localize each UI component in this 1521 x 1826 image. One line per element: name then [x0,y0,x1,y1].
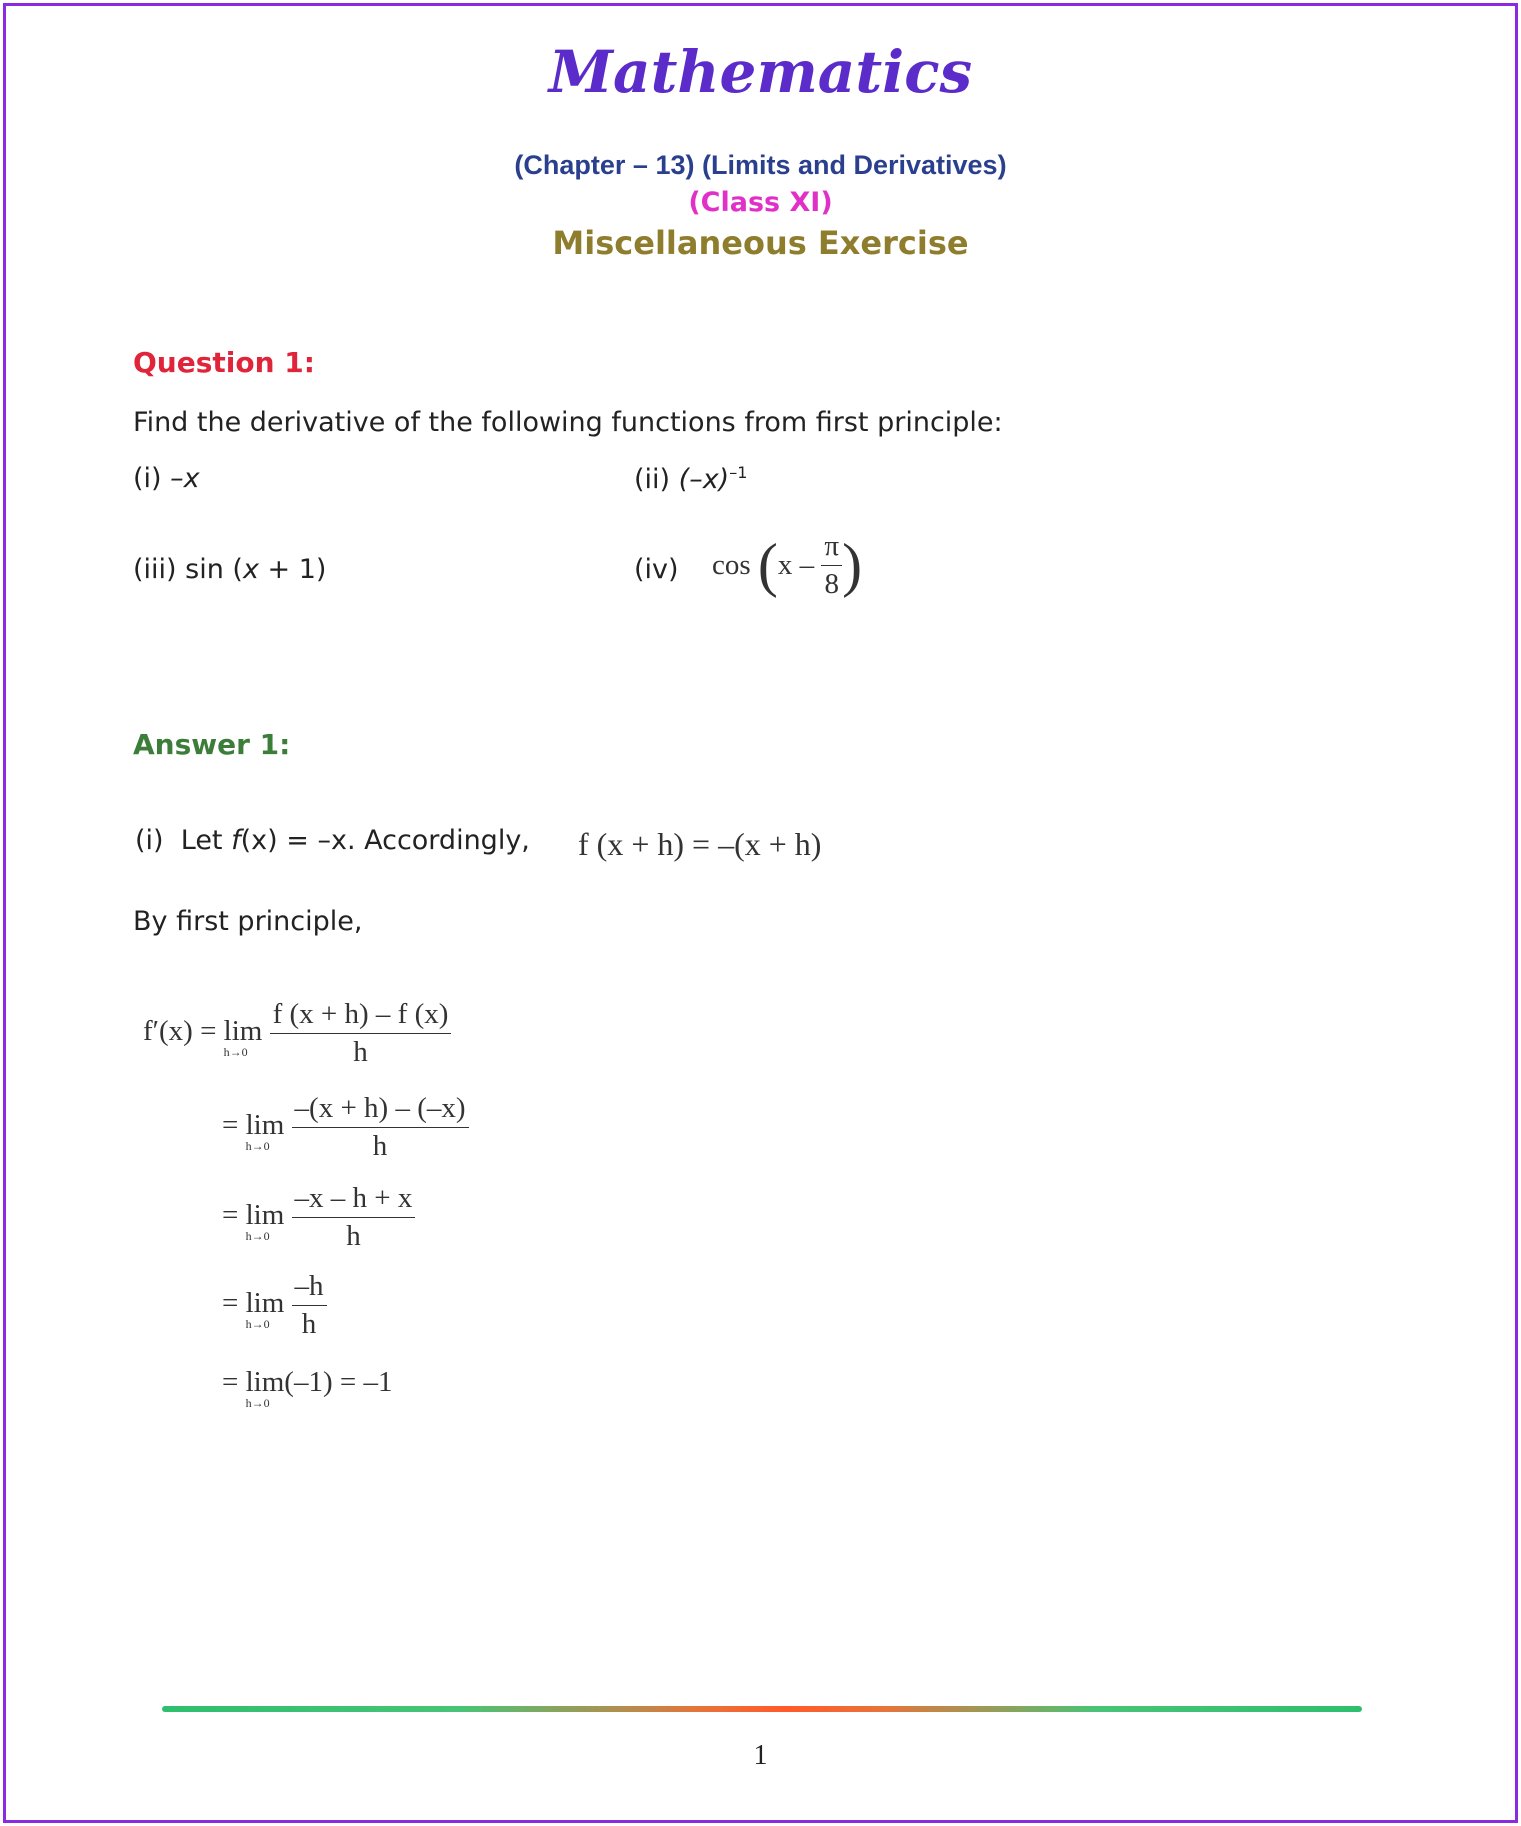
lim-word: lim [245,1366,285,1398]
step-3-den: h [346,1220,361,1252]
part-ii [634,463,747,495]
class-label: (Class XI) [688,187,833,218]
first-principle-text: By first principle, [133,906,363,937]
document-title: Mathematics [548,38,973,106]
step-3-num: –x – h + x [292,1182,416,1218]
step-3 [222,1182,415,1253]
step-2-num: –(x + h) – (–x) [292,1092,469,1128]
step-3-lim [245,1199,285,1244]
question-heading: Question 1: [133,346,315,379]
page-number: 1 [753,1740,768,1771]
step-3-eq: = [222,1199,239,1232]
step-5-lim [245,1366,285,1410]
answer-part-label: (i) [135,825,164,856]
part-iii-func: sin ( [185,554,243,585]
step-2-fraction [292,1092,469,1163]
lim-word: lim [245,1109,285,1142]
exercise-title: Miscellaneous Exercise [552,224,969,262]
step-5-rest: (–1) = –1 [284,1366,393,1398]
lim-sub: h→0 [245,1396,270,1410]
lim-sub: h→0 [245,1139,270,1154]
step-4-lim [245,1287,285,1332]
part-iii-label: (iii) [133,554,177,585]
part-iv-x: x – [777,549,815,581]
step-1-lhs: f′(x) = [143,1015,217,1048]
question-prompt: Find the derivative of the following functions from first principle: [133,407,1003,438]
part-i-expr: –x [170,463,200,494]
step-3-fraction [292,1182,416,1253]
answer-let: Let [180,825,232,856]
step-5 [222,1366,393,1410]
chapter-heading: (Chapter – 13) (Limits and Derivatives) [514,150,1007,180]
lim-sub: h→0 [245,1317,270,1332]
part-iii [133,554,326,585]
lim-word: lim [223,1015,263,1048]
step-2 [222,1092,469,1163]
answer-f: f [231,825,241,856]
lim-word: lim [245,1287,285,1320]
step-4-num: –h [292,1270,327,1306]
lim-sub: h→0 [223,1045,248,1060]
step-2-eq: = [222,1109,239,1142]
step-4-den: h [301,1308,317,1340]
lim-word: lim [245,1199,285,1232]
part-iv-expr: cos (x – $\frac{\pi}{8}$ ) [712,530,863,600]
part-iii-var: x [242,554,259,585]
step-1-fraction [270,998,452,1069]
lim-sub: h→0 [245,1229,270,1244]
step-1-den: h [353,1036,368,1068]
part-iv-label: (iv) [634,554,679,585]
answer-heading: Answer 1: [133,728,291,761]
answer-accordingly: = –x. Accordingly, [277,825,530,856]
step-1-num: f (x + h) – f (x) [270,998,452,1034]
step-2-lim [245,1109,285,1154]
step-1-lim [223,1015,263,1060]
part-iv-fraction [821,530,842,601]
step-2-den: h [372,1130,388,1162]
answer-fx: (x) [240,825,278,856]
answer-line-1 [135,825,530,856]
part-ii-exponent: –1 [729,463,748,482]
footer-divider [162,1706,1362,1712]
step-4-fraction [292,1270,327,1341]
step-4-eq: = [222,1287,239,1320]
part-i [133,463,200,494]
part-ii-expr: (–x) [678,464,730,495]
step-4 [222,1270,327,1341]
step-1 [143,998,451,1069]
part-iv-den: 8 [824,568,839,600]
part-i-label: (i) [133,463,162,494]
part-iv-num: π [821,530,842,566]
step-5-eq: = [222,1366,239,1398]
part-ii-label: (ii) [634,464,671,495]
answer-line-1-math: f (x + h) = –(x + h) [578,826,822,862]
part-iii-tail: + 1) [258,554,327,585]
part-iv-cos: cos [712,549,751,581]
